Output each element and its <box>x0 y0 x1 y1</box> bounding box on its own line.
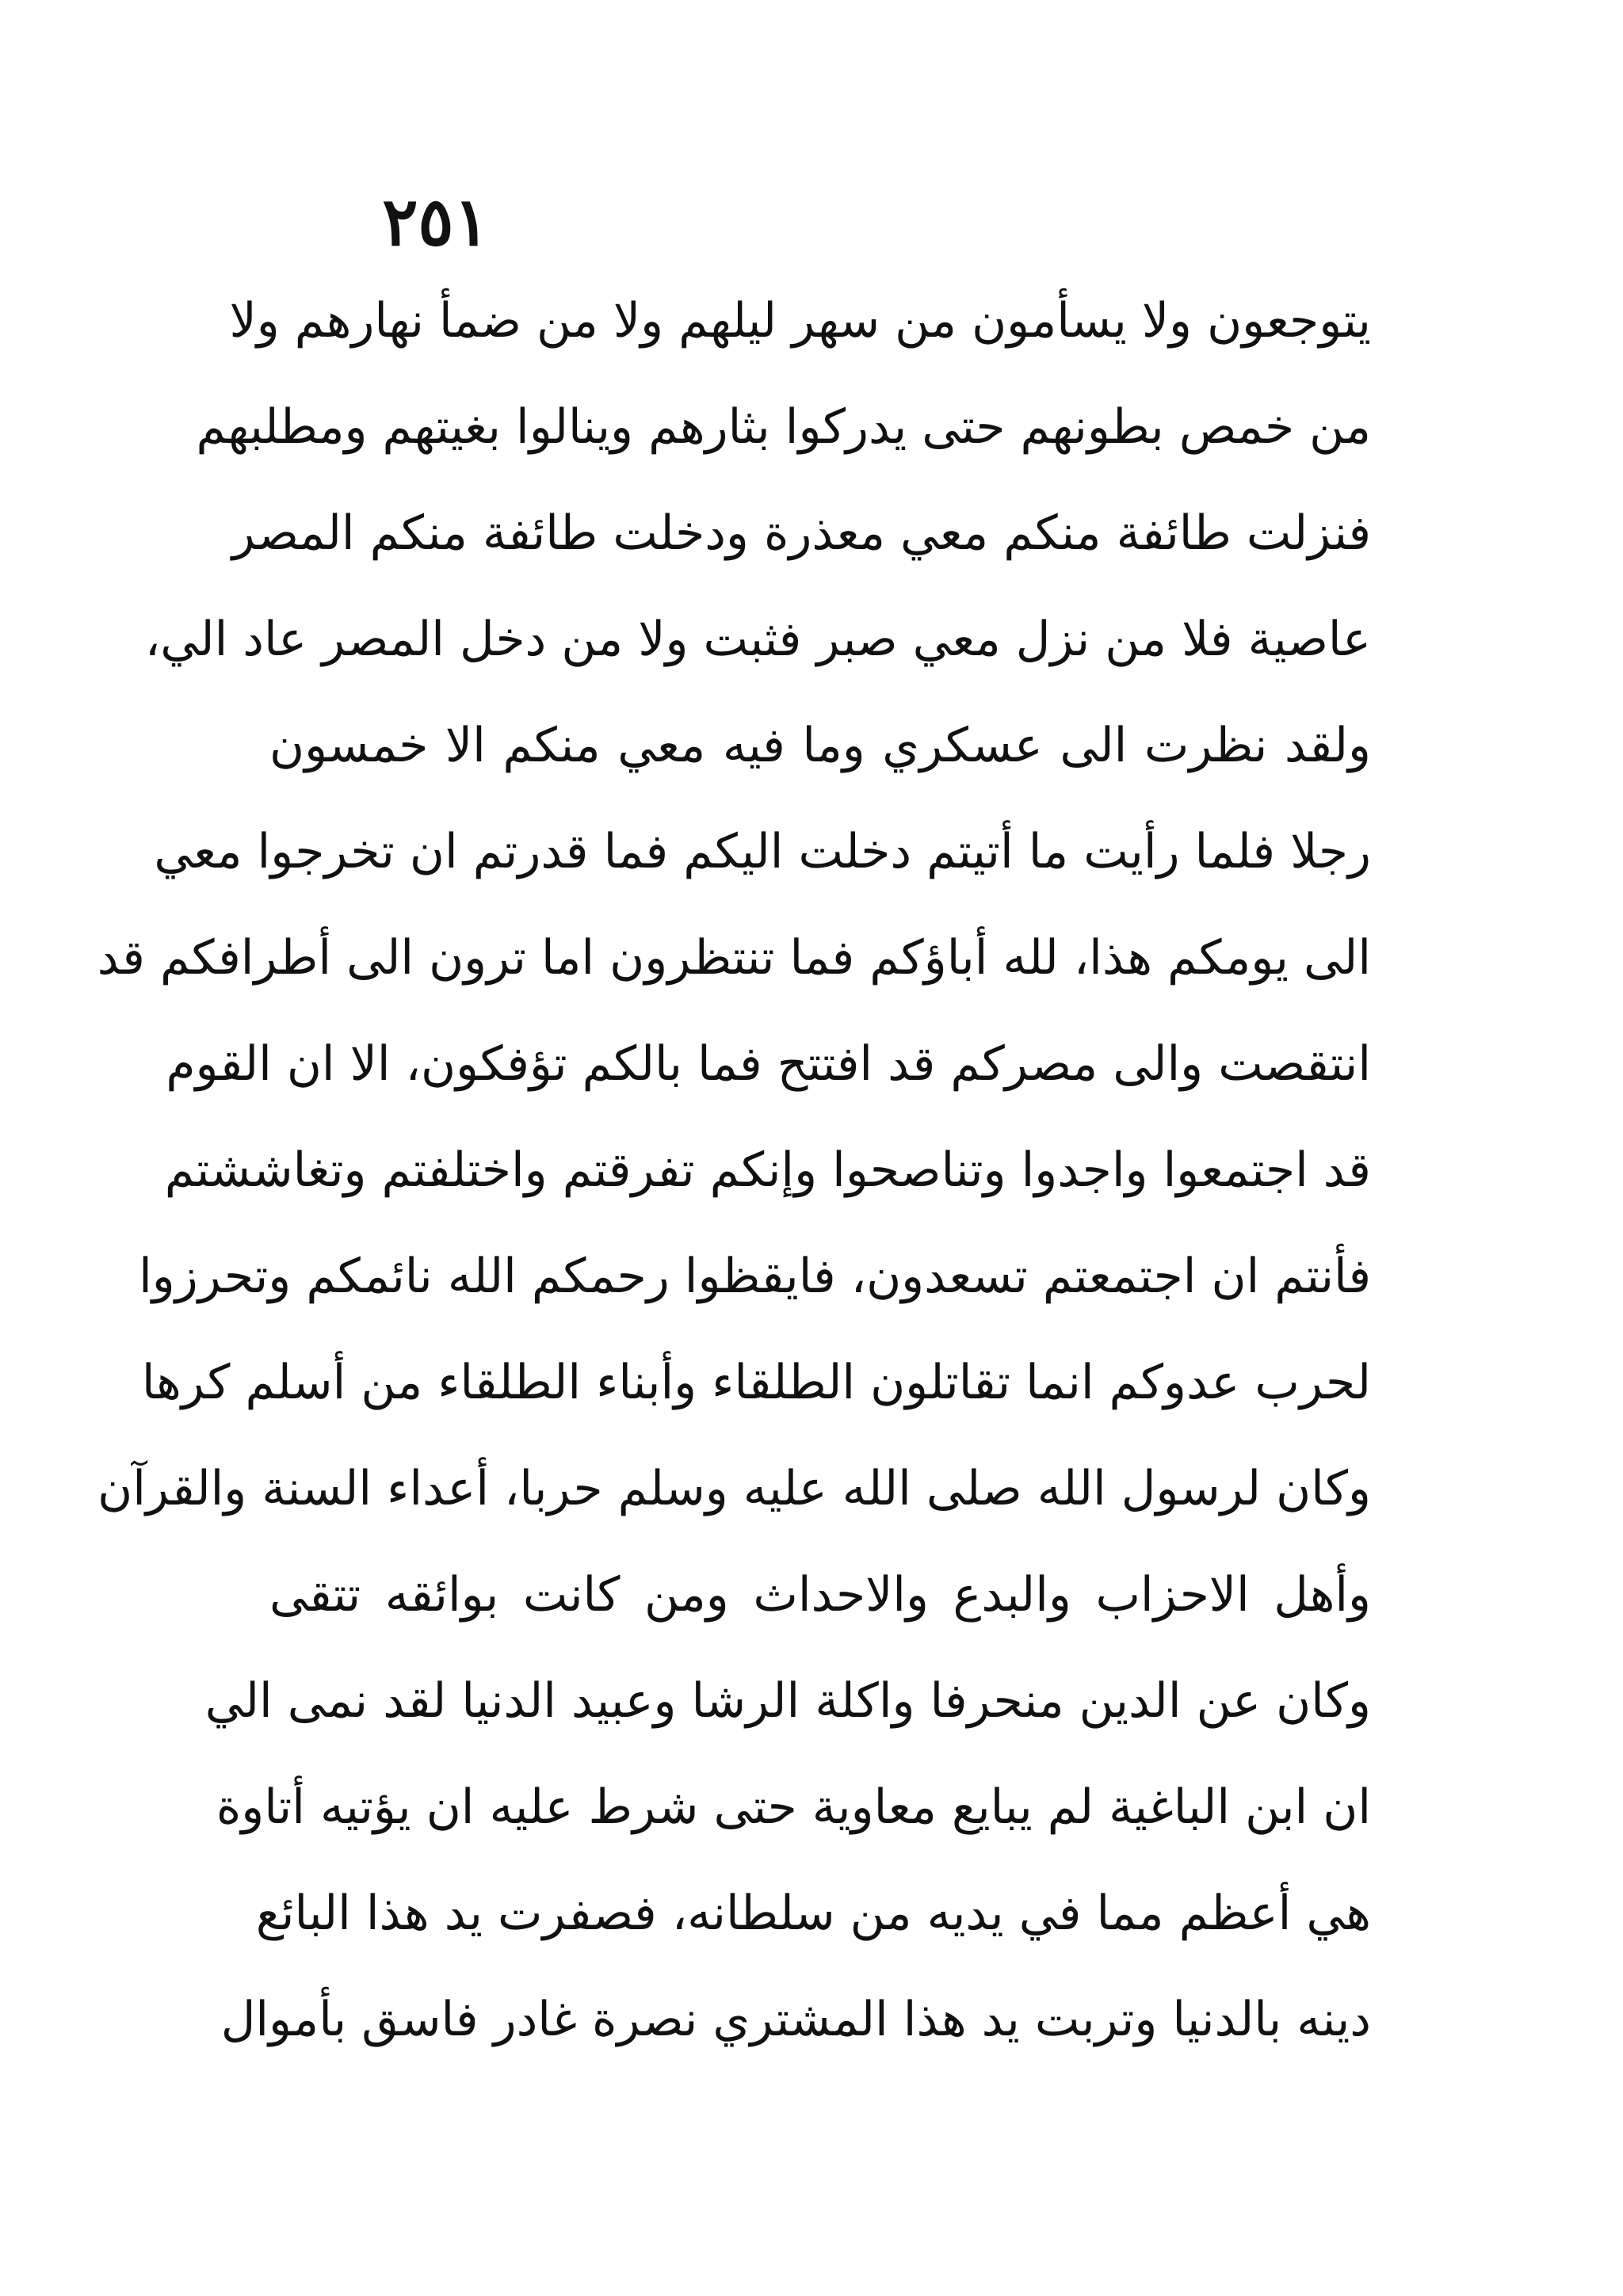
text-line: لحرب عدوكم انما تقاتلون الطلقاء وأبناء الطلقاء من أسلم كرها <box>141 1355 1371 1410</box>
body-text <box>97 281 1371 2088</box>
text-line: يتوجعون ولا يسأمون من سهر ليلهم ولا من ضمأ نهارهم ولا <box>229 293 1371 349</box>
text-line: ان ابن الباغية لم يبايع معاوية حتى شرط عليه ان يؤتيه أتاوة <box>216 1779 1371 1835</box>
text-line: وكان عن الدين منحرفا واكلة الرشا وعبيد الدنيا لقد نمى الي <box>204 1673 1371 1729</box>
text-line: رجلا فلما رأيت ما أتيتم دخلت اليكم فما قدرتم ان تخرجوا معي <box>154 824 1371 879</box>
text-line: ولقد نظرت الى عسكري وما فيه معي منكم الا خمسون <box>269 718 1371 773</box>
text-line: دينه بالدنيا وتربت يد هذا المشتري نصرة غادر فاسق بأموال <box>220 1992 1371 2047</box>
text-line: من خمص بطونهم حتى يدركوا بثارهم وينالوا بغيتهم ومطلبهم <box>196 399 1371 455</box>
text-line: قد اجتمعوا واجدوا وتناصحوا وإنكم تفرقتم واختلفتم وتغاششتم <box>164 1142 1371 1198</box>
text-line: عاصية فلا من نزل معي صبر فثبت ولا من دخل المصر عاد الي، <box>144 612 1371 667</box>
page-number: ٢٥١ <box>382 182 490 261</box>
text-line: انتقصت والى مصركم قد افتتح فما بالكم تؤفكون، الا ان القوم <box>166 1036 1371 1092</box>
text-line: فأنتم ان اجتمعتم تسعدون، فايقظوا رحمكم الله نائمكم وتحرزوا <box>139 1249 1371 1304</box>
text-line: الى يومكم هذا، لله أباؤكم فما تنتظرون اما ترون الى أطرافكم قد <box>97 930 1371 986</box>
text-line: وأهل الاحزاب والبدع والاحداث ومن كانت بوائقه تتقى <box>269 1567 1371 1623</box>
text-line: هي أعظم مما في يديه من سلطانه، فصفرت يد هذا البائع <box>255 1886 1371 1941</box>
text-line: فنزلت طائفة منكم معي معذرة ودخلت طائفة منكم المصر <box>231 505 1371 561</box>
text-line: وكان لرسول الله صلى الله عليه وسلم حربا، أعداء السنة والقرآن <box>97 1461 1371 1516</box>
